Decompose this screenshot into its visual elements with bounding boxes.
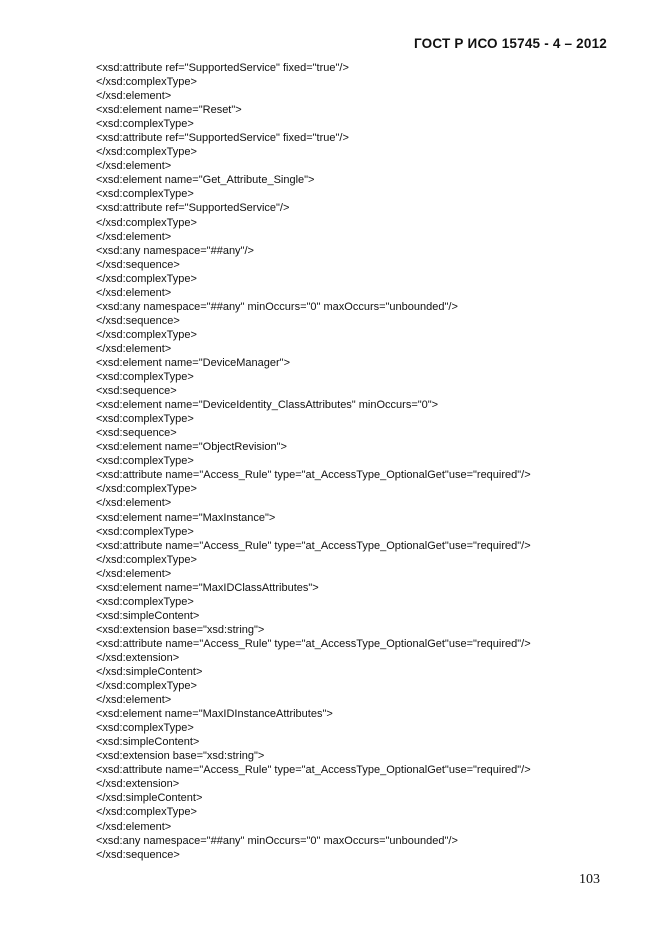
code-line: </xsd:extension>	[96, 778, 180, 791]
code-line: <xsd:element name="MaxIDClassAttributes">	[96, 581, 319, 594]
code-line: <xsd:attribute ref="SupportedService"/>	[96, 202, 290, 215]
code-line: </xsd:element>	[96, 497, 172, 510]
code-line: </xsd:element>	[96, 90, 172, 103]
code-line: </xsd:sequence>	[96, 848, 180, 861]
code-line: <xsd:any namespace="##any"/>	[96, 244, 254, 257]
code-line: </xsd:complexType>	[96, 680, 197, 693]
code-line: </xsd:element>	[96, 286, 172, 299]
code-line: <xsd:element name="ObjectRevision">	[96, 441, 287, 454]
code-line: <xsd:attribute ref="SupportedService" fixed="true"/>	[96, 62, 349, 74]
code-line: <xsd:any namespace="##any" minOccurs="0" maxOccurs="unbounded"/>	[96, 300, 458, 313]
code-line: <xsd:element name="MaxInstance">	[96, 511, 276, 524]
code-line: </xsd:complexType>	[96, 483, 197, 496]
code-line: </xsd:element>	[96, 230, 172, 243]
xsd-code-listing	[96, 61, 531, 862]
code-line: <xsd:simpleContent>	[96, 609, 200, 622]
code-line: <xsd:element name="MaxIDInstanceAttributes">	[96, 708, 333, 721]
document-header: ГОСТ Р ИСО 15745 - 4 – 2012	[414, 36, 607, 51]
code-line: <xsd:extension base="xsd:string">	[96, 750, 265, 763]
code-line: </xsd:complexType>	[96, 272, 197, 285]
code-line: <xsd:element name="DeviceManager">	[96, 356, 290, 369]
code-line: <xsd:any namespace="##any" minOccurs="0" maxOccurs="unbounded"/>	[96, 834, 458, 847]
code-line: <xsd:complexType>	[96, 595, 194, 608]
code-line: <xsd:attribute ref="SupportedService" fixed="true"/>	[96, 132, 349, 145]
code-line: <xsd:complexType>	[96, 118, 194, 131]
code-line: <xsd:element name="DeviceIdentity_ClassAttributes" minOccurs="0">	[96, 399, 439, 412]
code-line: <xsd:sequence>	[96, 427, 177, 440]
code-line: <xsd:complexType>	[96, 455, 194, 468]
code-line: </xsd:element>	[96, 160, 172, 173]
code-line: <xsd:complexType>	[96, 413, 194, 426]
page-number: 103	[579, 872, 600, 887]
code-line: </xsd:simpleContent>	[96, 792, 203, 805]
code-line: <xsd:extension base="xsd:string">	[96, 623, 265, 636]
code-line: </xsd:complexType>	[96, 216, 197, 229]
code-line: </xsd:element>	[96, 567, 172, 580]
code-line: </xsd:element>	[96, 694, 172, 707]
code-line: <xsd:attribute name="Access_Rule" type="at_AccessType_OptionalGet"use="required"/>	[96, 539, 531, 552]
code-line: <xsd:sequence>	[96, 385, 177, 398]
code-line: </xsd:complexType>	[96, 328, 197, 341]
code-line: </xsd:sequence>	[96, 314, 180, 327]
code-line: </xsd:complexType>	[96, 76, 197, 89]
code-line: <xsd:attribute name="Access_Rule" type="at_AccessType_OptionalGet"use="required"/>	[96, 764, 531, 777]
code-line: <xsd:complexType>	[96, 525, 194, 538]
code-line: </xsd:simpleContent>	[96, 666, 203, 679]
code-line: </xsd:complexType>	[96, 553, 197, 566]
code-line: <xsd:element name="Get_Attribute_Single">	[96, 174, 315, 187]
code-line: </xsd:complexType>	[96, 146, 197, 159]
code-line: <xsd:simpleContent>	[96, 736, 200, 749]
code-line: </xsd:sequence>	[96, 258, 180, 271]
code-line: </xsd:extension>	[96, 651, 180, 664]
code-line: <xsd:element name="Reset">	[96, 104, 242, 117]
code-line: </xsd:element>	[96, 342, 172, 355]
code-line: <xsd:complexType>	[96, 371, 194, 384]
code-line: <xsd:attribute name="Access_Rule" type="at_AccessType_OptionalGet"use="required"/>	[96, 637, 531, 650]
code-line: <xsd:complexType>	[96, 722, 194, 735]
code-line: <xsd:complexType>	[96, 188, 194, 201]
code-line: </xsd:element>	[96, 820, 172, 833]
code-line: <xsd:attribute name="Access_Rule" type="at_AccessType_OptionalGet"use="required"/>	[96, 469, 531, 482]
code-line: </xsd:complexType>	[96, 806, 197, 819]
